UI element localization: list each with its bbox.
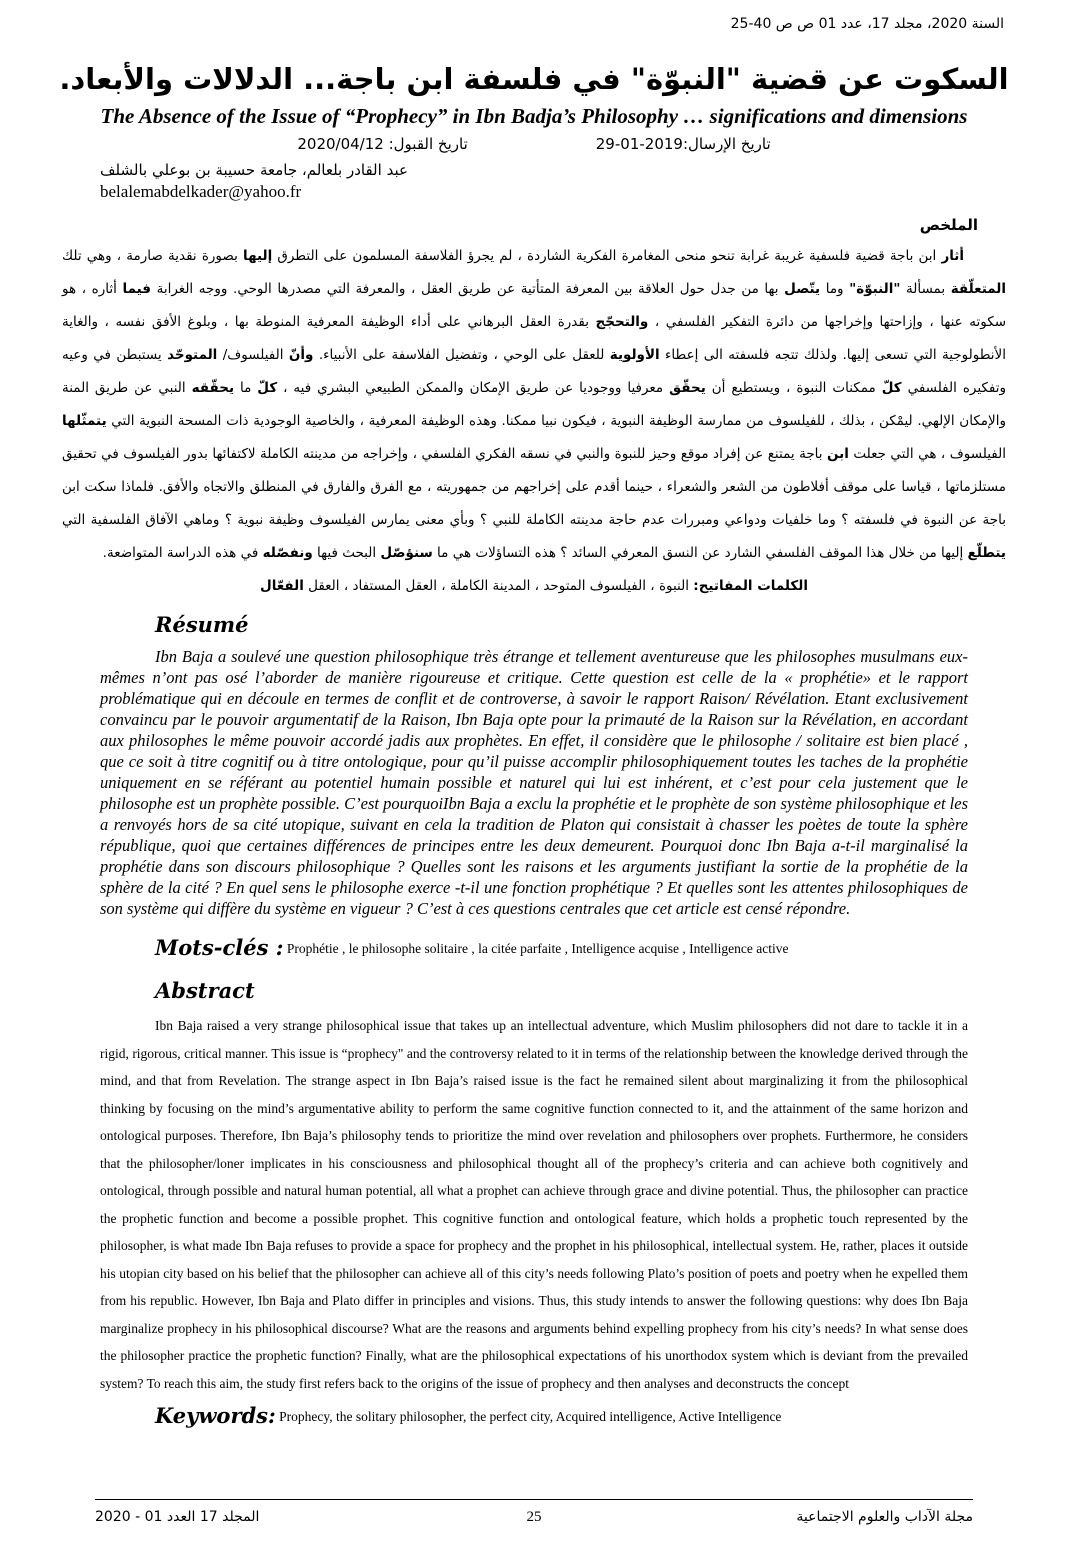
mots-cles-label: Mots-clés :	[155, 935, 284, 961]
article-title-english: The Absence of the Issue of “Prophecy” in Ibn Badja’s Philosophy … significations and dimensions	[100, 104, 968, 129]
dates-row	[0, 135, 1068, 153]
journal-issue-info: السنة 2020، مجلد 17، عدد 01 ص ص 40-25	[730, 16, 1004, 32]
mots-cles-text: Prophétie , le philosophe solitaire , la citée parfaite , Intelligence acquise , Intelligence active	[286, 941, 789, 957]
footer-volume-issue: المجلد 17 العدد 01 - 2020	[95, 1509, 260, 1525]
arabic-keywords-line: الكلمات المفاتيح: النبوة ، الفيلسوف المتوحد ، المدينة الكاملة ، العقل المستفاد ، العقل الفعّال	[260, 578, 808, 595]
page-footer	[95, 1499, 973, 1526]
abstract-heading: Abstract	[155, 978, 255, 1004]
resume-body: Ibn Baja a soulevé une question philosophique très étrange et tellement aventureuse que les philosophes musulmans eux-mêmes n’ont pas osé l’aborder de manière rigoureuse et critique. Cette question est celle de la « prophétie» et le rapport problématique qui en découle en termes de conflit et de controverse, à savoir le rapport Raison/ Révélation. Etant exclusivement convaincu par le pouvoir argumentatif de la Raison, Ibn Baja opte pour la primauté de la Raison sur la Révélation, en accordant aux philosophes le même pouvoir accordé jadis aux prophètes. En effet, il considère que le philosophe / solitaire est bien placé , que ce soit à titre cognitif ou à titre ontologique, pour qu’il puisse accomplir philosophiquement toutes les taches de la prophétie uniquement en se référant au potentiel humain possible et naturel qui lui est inhérent, et c’est pour cela justement que le philosophe est un prophète possible. C’est pourquoiIbn Baja a exclu la prophétie et le prophète de son système philosophique et les a renvoyés hors de sa cité utopique, suivant en cela la tradition de Platon qui consistait à chasser les poètes de toute la sphère république, quoi que certaines différences de principes entre les deux demeurent. Pourquoi donc Ibn Baja a-t-il marginalisé la prophétie dans son discours philosophique ? Quelles sont les raisons et les arguments justifiant la sortie de la prophétie de la sphère de la cité ? En quel sens le philosophe exerce -t-il une fonction prophétique ? Et quelles sont les attentes philosophiques de son système qui diffère du système en vigueur ? C’est à ces questions centrales que cet article est censé répondre.	[100, 647, 968, 919]
author-email: belalemabdelkader@yahoo.fr	[100, 182, 302, 202]
footer-page-number: 25	[526, 1509, 542, 1525]
accepted-date: تاريخ القبول: 2020/04/12	[297, 135, 468, 154]
resume-heading: Résumé	[155, 612, 249, 638]
english-abstract-section	[100, 978, 968, 1428]
article-title-arabic: السكوت عن قضية "النبوّة" في فلسفة ابن باجة... الدلالات والأبعاد.	[59, 62, 1009, 96]
keywords-label: Keywords:	[155, 1403, 276, 1429]
abstract-body: Ibn Baja raised a very strange philosophical issue that takes up an intellectual adventure, which Muslim philosophers did not dare to tackle it in a rigid, rigorous, critical manner. This issue is “prophecy" and the controversy related to it in terms of the relationship between the knowledge derived through the mind, and that from Revelation. The strange aspect in Ibn Baja’s raised issue is the fact he remained silent about marginalizing it from the philosophical thinking by focusing on the mind’s argumentative ability to perform the same cognitive function connected to it, and the attainment of the same horizon and ontological purposes. Therefore, Ibn Baja’s philosophy tends to prioritize the mind over revelation and philosophers over prophets. Furthermore, he considers that the philosopher/loner implicates in his consciousness and philosophical thought all of the prophecy’s criteria and can achieve both cognitively and ontological, through possible and natural human potential, all what a prophet can achieve through grace and divine potential. Thus, the philosopher can practice the prophetic function and become a possible prophet. This cognitive function and ontological feature, which holds a prophetic touch represented by the philosopher, is what made Ibn Baja refuses to provide a space for prophecy and the prophet in his philosophical, intellectual system. He, rather, places it outside his utopian city based on his belief that the philosopher can achieve all of this city’s needs following Plato’s position of poets and poetry when he expelled them from his republic. However, Ibn Baja and Plato differ in principles and visions. Thus, this study intends to answer the following questions: why does Ibn Baja marginalize prophecy in his philosophical discourse? What are the reasons and arguments behind expelling prophecy from his city’s needs? In what sense does the philosopher practice the prophetic function? Finally, what are the philosophical expectations of his unorthodox system which is deviant from the prevailed system? To reach this aim, the study first refers back to the origins of the issue of prophecy and then analyses and deconstructs the concept	[100, 1018, 968, 1391]
footer-journal-name: مجلة الآداب والعلوم الاجتماعية	[796, 1509, 973, 1525]
author-affiliation: عبد القادر بلعالم، جامعة حسيبة بن بوعلي بالشلف	[100, 161, 408, 180]
keywords-text: Prophecy, the solitary philosopher, the perfect city, Acquired intelligence, Active Intelligence	[279, 1409, 782, 1425]
keywords-line	[155, 1403, 968, 1428]
author-block	[100, 161, 1068, 202]
arabic-abstract-heading: الملخص	[919, 216, 978, 235]
resume-section	[100, 612, 968, 960]
received-date: تاريخ الإرسال:2019-01-29	[595, 135, 771, 154]
arabic-abstract-body: أثار ابن باجة قضية فلسفية غريبة غرابة تنحو منحى المغامرة الفكرية الشاردة ، لم يجرؤ الفلاسفة المسلمون على التطرق إليها بصورة نقدية صارمة ، وهي تلك المتعلّقة بمسألة "النبوّة" وما يتّصل بها من جدل حول العلاقة بين المعرفة المتأتية عن طريق العقل ، والمعرفة التي مصدرها الوحي. ووجه الغرابة فيما أثاره ، هو سكوته عنها ، وإزاحتها وإخراجها من دائرة التفكير الفلسفي ، والتحجّج بقدرة العقل البرهاني على أداء الوظيفة المعرفية المنوطة بها ، وبلوغ الأفق نفسه ، والغاية الأنطولوجية التي تسعى إليها. ولذلك تتجه فلسفته الى إعطاء الأولوية للعقل على الوحي ، وتفضيل الفلاسفة على الأنبياء. وأنّ الفيلسوف/ المتوحّد يستبطن في وعيه وتفكيره الفلسفي كلّ ممكنات النبوة ، ويستطيع أن يحقّق معرفيا ووجوديا عن طريق الإمكان والممكن الطبيعي البشري فيه ، كلّ ما يحقّقه النبي عن طريق المنة والإمكان الإلهي. ليمْكن ، بذلك ، للفيلسوف من ممارسة الوظيفة النبوية ، فيكون نبيا ممكنا. وهذه الوظيفة المعرفية ، والخاصية الوجودية ذات المسحة النبوية التي يتمثّلها الفيلسوف ، هي التي جعلت ابن باجة يمتنع عن إفراد موقع وحيز للنبوة والنبي في نسقه الفكري الفلسفي ، وإخراجه من مدينته الكاملة لاكتفائها بدور الفيلسوف في تحقيق مستلزماتها ، قياسا على موقف أفلاطون من الشعر والشعراء ، حينما أقدم على إخراجهم من جمهوريته ، مع الفرق والفارق في المنطلق والاتجاه والأفق. فلماذا سكت ابن باجة عن النبوة في فلسفته ؟ وما خلفيات ودواعي ومبررات عدم حاجة مدينته الكاملة للنبي ؟ وبأي معنى يمارس الفيلسوف وظيفة نبوية ؟ وماهي الآفاق الفلسفية التي يتطلّع إليها من خلال هذا الموقف الفلسفي الشارد عن النسق المعرفي السائد ؟ هذه التساؤلات هي ما سنؤصّل البحث فيها ونفصّله في هذه الدراسة المتواضعة.	[62, 248, 1007, 562]
arabic-abstract-section	[62, 216, 1006, 594]
mots-cles-line	[155, 935, 968, 960]
